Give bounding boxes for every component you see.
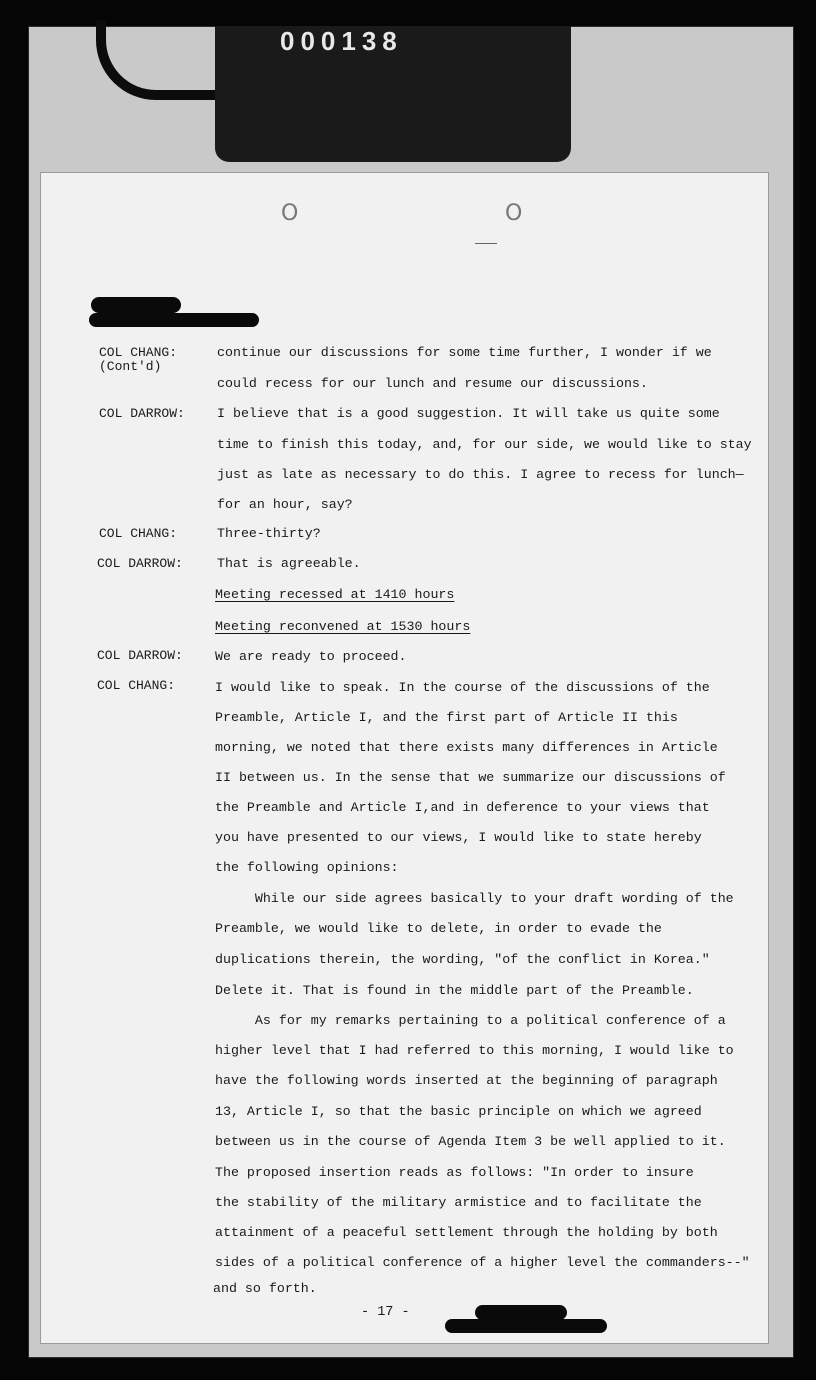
text-line: morning, we noted that there exists many differences in Article xyxy=(215,740,718,755)
speaker-label: COL DARROW: xyxy=(97,556,183,571)
text-line: II between us. In the sense that we summarize our discussions of xyxy=(215,770,726,785)
text-line: I would like to speak. In the course of the discussions of the xyxy=(215,680,710,695)
text-line: the following opinions: xyxy=(215,860,399,875)
text-line: Three-thirty? xyxy=(217,526,321,541)
text-line: could recess for our lunch and resume our discussions. xyxy=(217,376,648,391)
text-line: the stability of the military armistice and to facilitate the xyxy=(215,1195,702,1210)
text-line: As for my remarks pertaining to a political conference of a xyxy=(215,1013,726,1028)
text-line: continue our discussions for some time further, I wonder if we xyxy=(217,345,712,360)
speaker-label: COL DARROW: xyxy=(97,648,183,663)
text-line: attainment of a peaceful settlement through the holding by both xyxy=(215,1225,718,1240)
text-line: While our side agrees basically to your draft wording of the xyxy=(215,891,734,906)
redaction-bar-bottom-1 xyxy=(475,1305,567,1320)
redaction-bar-top-2 xyxy=(89,313,259,327)
punch-hole-left: O xyxy=(281,201,299,226)
text-line: for an hour, say? xyxy=(217,497,353,512)
text-line: duplications therein, the wording, "of the conflict in Korea." xyxy=(215,952,710,967)
speaker-label: COL DARROW: xyxy=(99,406,185,421)
text-line: the Preamble and Article I,and in deference to your views that xyxy=(215,800,710,815)
speaker-label: COL CHANG: xyxy=(97,678,176,693)
page-mark xyxy=(475,243,497,244)
punch-hole-right: O xyxy=(505,201,523,226)
document-page xyxy=(40,172,769,1344)
text-line: time to finish this today, and, for our side, we would like to stay xyxy=(217,437,752,452)
page-number: - 17 - xyxy=(361,1305,410,1320)
text-line: The proposed insertion reads as follows: "In order to insure xyxy=(215,1165,694,1180)
text-line: and so forth. xyxy=(213,1281,317,1296)
text-line: 13, Article I, so that the basic principle on which we agreed xyxy=(215,1104,702,1119)
speaker-label: COL CHANG: xyxy=(99,526,178,541)
text-line: have the following words inserted at the beginning of paragraph xyxy=(215,1073,718,1088)
text-line: between us in the course of Agenda Item 3 be well applied to it. xyxy=(215,1134,726,1149)
text-line: I believe that is a good suggestion. It will take us quite some xyxy=(217,406,720,421)
redaction-bar-bottom-2 xyxy=(445,1319,607,1333)
text-line: Preamble, Article I, and the first part of Article II this xyxy=(215,710,678,725)
meeting-note: Meeting recessed at 1410 hours xyxy=(215,587,455,602)
text-line: higher level that I had referred to this morning, I would like to xyxy=(215,1043,734,1058)
meeting-note: Meeting reconvened at 1530 hours xyxy=(215,619,471,634)
text-line: That is agreeable. xyxy=(217,556,361,571)
speaker-label: COL CHANG: xyxy=(99,345,178,360)
redaction-bar-top-1 xyxy=(91,297,181,313)
text-line: sides of a political conference of a higher level the commanders--" xyxy=(215,1255,750,1270)
speaker-cont-label: (Cont'd) xyxy=(99,359,162,374)
text-line: Delete it. That is found in the middle part of the Preamble. xyxy=(215,983,694,998)
text-line: you have presented to our views, I would like to state hereby xyxy=(215,830,702,845)
frame-stamp-number: 000138 xyxy=(280,26,403,56)
text-line: just as late as necessary to do this. I agree to recess for lunch— xyxy=(217,467,744,482)
text-line: We are ready to proceed. xyxy=(215,649,407,664)
text-line: Preamble, we would like to delete, in order to evade the xyxy=(215,921,662,936)
